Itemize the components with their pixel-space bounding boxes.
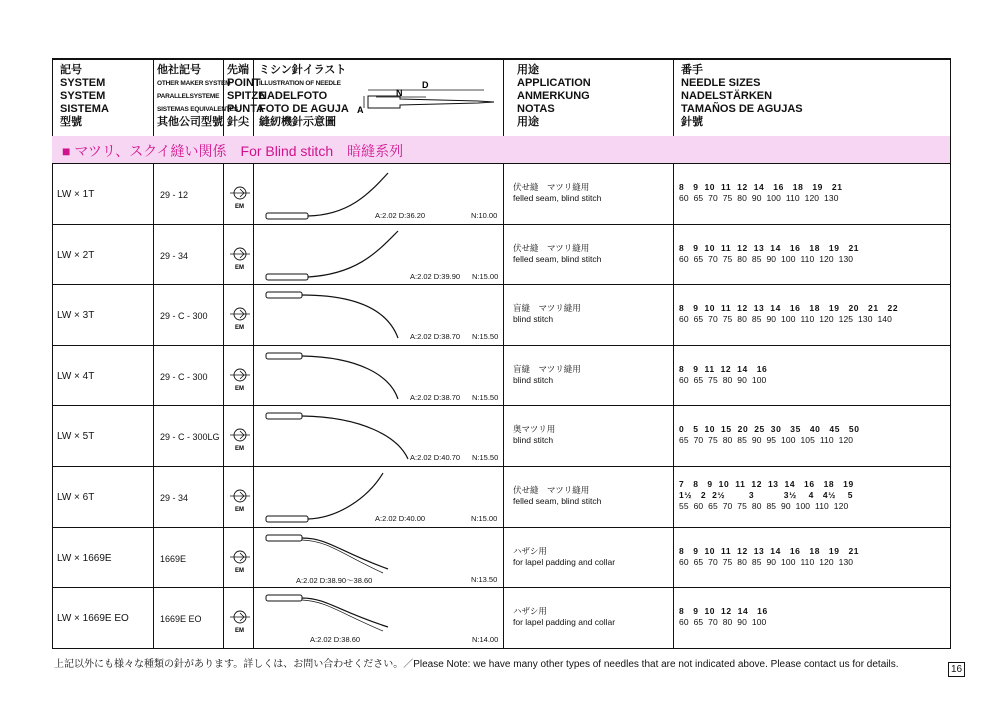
header-point-line: SPITZE (227, 90, 266, 102)
column-divider (503, 58, 504, 136)
size-number-row: 7 8 9 10 11 12 13 14 16 18 19 (679, 479, 854, 489)
application-jp: ハザシ用 (513, 545, 547, 556)
application-text (513, 424, 555, 446)
system-code: LW × 1669E (57, 552, 112, 564)
needle-shank (266, 413, 302, 419)
column-divider (153, 58, 154, 136)
point-type-icon (229, 608, 253, 634)
system-code: LW × 1669E EO (57, 613, 129, 625)
other-maker-code: 1669E EO (160, 614, 202, 625)
application-en: for lapel padding and collar (513, 556, 616, 567)
size-fraction-row: 1½ 2 2½ 3 3½ 4 4½ 5 (679, 490, 854, 500)
needle-blade (302, 598, 388, 627)
header-bottom-border (52, 163, 950, 164)
point-code: EM (235, 325, 244, 332)
application-jp: ハザシ用 (513, 606, 547, 617)
column-divider (253, 163, 254, 649)
other-maker-code: 29 - 12 (160, 190, 189, 200)
column-divider (503, 163, 504, 649)
column-divider (673, 58, 674, 136)
needle-blade (302, 295, 398, 338)
needle-dimensions-ad: A:2.02 D:38.60 (310, 635, 361, 645)
header-system (60, 64, 109, 129)
needle-dimension-n: N:13.50 (471, 574, 498, 584)
other-maker-code: 29 - C - 300 (160, 371, 208, 382)
system-code: LW × 5T (57, 431, 95, 443)
application-jp: 伏せ縫 マツリ縫用 (513, 485, 590, 495)
needle-sizes (679, 243, 859, 265)
needle-illustration (258, 286, 502, 344)
needle-dimension-n: N:10.00 (471, 211, 498, 220)
other-maker-code: 29 - 34 (160, 250, 189, 261)
header-application-line: ANMERKUNG (517, 90, 590, 102)
table-bottom-border (52, 648, 950, 649)
header-other-maker-line: 他社記号 (157, 64, 201, 76)
column-divider (673, 163, 674, 649)
size-metric-row: 60 65 70 75 80 90 100 110 120 130 (679, 193, 839, 203)
application-en: felled seam, blind stitch (513, 193, 602, 203)
header-illustration-line: FOTO DE AGUJA (259, 103, 349, 115)
header-application-line: APPLICATION (517, 77, 591, 89)
size-number-row: 0 5 10 15 20 25 30 35 40 45 50 (679, 424, 860, 435)
size-number-row: 8 9 10 11 12 13 14 16 18 19 21 (679, 545, 860, 556)
point-code: EM (235, 264, 244, 271)
header-other-maker-line: 其他公司型號 (157, 116, 223, 128)
size-metric-row: 65 70 75 80 85 90 95 100 105 110 120 (679, 435, 854, 446)
header-needle-sizes-line: NADELSTÄRKEN (681, 90, 773, 102)
needle-dimension-n: N:15.00 (472, 271, 499, 281)
header-needle-outline (368, 96, 494, 108)
size-number-row: 8 9 10 11 12 13 14 16 18 19 21 (679, 242, 860, 253)
header-other-maker-line: PARALLELSYSTEME (157, 93, 220, 100)
needle-groove (302, 600, 383, 631)
needle-illustration (258, 407, 502, 465)
needle-dimensions-ad: A:2.02 D:39.90 (410, 271, 461, 281)
application-en: felled seam, blind stitch (513, 496, 602, 506)
point-type-icon (229, 245, 253, 271)
header-system-line: SISTEMA (60, 103, 109, 115)
needle-blade (308, 231, 398, 277)
size-metric-row: 60 65 70 75 80 85 90 100 110 120 130 (679, 556, 854, 567)
header-other-maker (157, 64, 238, 129)
needle-dimensions-ad: A:2.02 D:38.70 (410, 332, 461, 342)
application-jp: 伏せ縫 マツリ縫用 (513, 182, 590, 192)
row-divider (52, 405, 950, 406)
needle-illustration (258, 226, 502, 284)
system-code: LW × 6T (57, 492, 95, 503)
header-point-line: 針尖 (227, 116, 249, 128)
header-point-line: PUNTA (227, 103, 265, 115)
header-point-line: POINT (227, 77, 261, 89)
system-code: LW × 4T (57, 370, 95, 382)
size-metric-row: 60 65 70 75 80 85 90 100 110 120 130 (679, 253, 854, 264)
row-divider (52, 284, 950, 285)
application-jp: 奥マツリ用 (513, 424, 556, 435)
needle-sizes (679, 606, 768, 628)
needle-shank (266, 353, 302, 359)
needle-blade (302, 416, 408, 459)
application-en: blind stitch (513, 374, 554, 385)
header-illustration-line: 縫紉機針示意圖 (259, 116, 336, 128)
needle-illustration (258, 347, 502, 405)
row-divider (52, 466, 950, 467)
header-system-line: SYSTEM (60, 90, 106, 102)
needle-blade (308, 173, 388, 216)
needle-sizes (679, 424, 860, 446)
size-number-row: 8 9 11 12 14 16 (679, 363, 768, 374)
header-needle-diagram (357, 78, 500, 138)
application-text (513, 364, 581, 386)
needle-shank (266, 274, 308, 280)
needle-dimension-n: N:15.50 (472, 453, 499, 463)
needle-dimension-n: N:15.00 (471, 514, 498, 523)
header-application-line: NOTAS (517, 103, 555, 115)
needle-shank (266, 595, 302, 601)
application-en: felled seam, blind stitch (513, 253, 602, 264)
d-label: D (422, 80, 429, 90)
point-code: EM (235, 385, 244, 392)
page-number: 16 (948, 662, 965, 677)
size-metric-row: 55 60 65 70 75 80 85 90 100 110 120 (679, 501, 849, 511)
size-metric-row: 60 65 70 75 80 85 90 100 110 120 125 130 140 (679, 314, 892, 325)
point-code: EM (235, 446, 244, 453)
header-application-line: 用途 (517, 116, 539, 128)
needle-dimension-n: N:14.00 (472, 635, 499, 645)
needle-shank (266, 516, 308, 522)
point-code: EM (235, 204, 244, 210)
size-number-row: 8 9 10 11 12 13 14 16 18 19 20 21 22 (679, 303, 899, 314)
point-type-icon (229, 426, 253, 452)
point-type-icon (229, 366, 253, 392)
system-code: LW × 3T (57, 310, 95, 322)
application-en: blind stitch (513, 314, 554, 325)
header-system-line: 記号 (60, 64, 82, 76)
row-divider (52, 587, 950, 588)
header-application (517, 64, 591, 129)
application-text (513, 546, 615, 568)
system-code: LW × 2T (57, 249, 95, 261)
point-type-icon (229, 548, 253, 574)
column-divider (950, 58, 951, 649)
header-system-line: SYSTEM (60, 77, 106, 89)
point-code: EM (235, 628, 244, 635)
needle-dimensions-ad: A:2.02 D:38.90～38.60 (296, 575, 373, 585)
footer-note: 上記以外にも様々な種類の針があります。詳しくは、お問い合わせください。／Please Note: we have many other types of needles that are not indicated above. Please contact us for details. (54, 659, 899, 670)
needle-dimensions-ad: A:2.02 D:36.20 (375, 211, 426, 220)
needle-dimensions-ad: A:2.02 D:40.00 (375, 514, 426, 523)
needle-sizes (679, 479, 854, 512)
column-divider (223, 163, 224, 649)
needle-sizes (679, 364, 767, 386)
other-maker-code: 29 - 34 (160, 493, 189, 503)
needle-groove (302, 540, 383, 573)
header-illustration-line: ILLUSTRATION OF NEEDLE (259, 80, 341, 87)
needle-sizes (679, 546, 859, 568)
header-illustration (259, 64, 349, 129)
table-top-border (52, 58, 950, 60)
size-metric-row: 60 65 75 80 90 100 (679, 374, 767, 385)
needle-shank (266, 292, 302, 298)
other-maker-code: 1669E (160, 553, 187, 564)
application-en: blind stitch (513, 435, 554, 446)
system-code: LW × 1T (57, 189, 95, 200)
point-type-icon (229, 184, 253, 210)
size-number-row: 8 9 10 12 14 16 (679, 606, 768, 617)
application-text (513, 243, 601, 265)
needle-shank (266, 535, 302, 541)
needle-shank (266, 213, 308, 219)
application-text (513, 303, 581, 325)
a-label: A (357, 105, 364, 115)
header-needle-sizes-line: 番手 (681, 64, 703, 76)
header-system-line: 型號 (60, 116, 82, 128)
n-label: N (396, 88, 403, 98)
needle-dimensions-ad: A:2.02 D:40.70 (410, 453, 461, 463)
other-maker-code: 29 - C - 300LG (160, 432, 220, 443)
header-needle-sizes-line: 針號 (681, 116, 703, 128)
application-jp: 盲縫 マツリ縫用 (513, 303, 581, 314)
header-other-maker-line: SISTEMAS EQUIVALENTES (157, 106, 238, 113)
needle-sizes (679, 182, 843, 204)
needle-sizes (679, 303, 898, 325)
point-type-icon (229, 487, 253, 513)
application-jp: 盲縫 マツリ縫用 (513, 363, 581, 374)
category-title: ■ マツリ、スクイ縫い関係 For Blind stitch 暗縫系列 (62, 143, 404, 159)
header-needle-sizes-line: TAMAÑOS DE AGUJAS (681, 103, 803, 115)
point-code: EM (235, 507, 244, 513)
application-text (513, 182, 601, 204)
column-divider (153, 163, 154, 649)
needle-dimension-n: N:15.50 (472, 392, 499, 402)
point-type-icon (229, 305, 253, 331)
needle-illustration (258, 529, 502, 587)
size-metric-row: 60 65 70 80 90 100 (679, 617, 767, 628)
application-text (513, 606, 615, 628)
application-en: for lapel padding and collar (513, 617, 616, 628)
header-illustration-line: ミシン針イラスト (259, 64, 347, 76)
header-point-line: 先端 (227, 64, 249, 76)
needle-dimensions-ad: A:2.02 D:38.70 (410, 392, 461, 402)
needle-illustration (258, 589, 502, 647)
needle-dimension-n: N:15.50 (472, 332, 499, 342)
header-illustration-line: NADELFOTO (259, 90, 328, 102)
header-needle-sizes-line: NEEDLE SIZES (681, 77, 761, 89)
point-code: EM (235, 567, 244, 574)
header-other-maker-line: OTHER MAKER SYSTEM (157, 80, 231, 87)
application-jp: 伏せ縫 マツリ縫用 (513, 242, 590, 253)
application-text (513, 485, 601, 507)
size-number-row: 8 9 10 11 12 14 16 18 19 21 (679, 182, 843, 192)
needle-blade (308, 473, 383, 519)
header-needle-sizes (681, 64, 803, 129)
header-application-line: 用途 (517, 64, 539, 76)
needle-blade (302, 356, 398, 399)
other-maker-code: 29 - C - 300 (160, 311, 208, 322)
